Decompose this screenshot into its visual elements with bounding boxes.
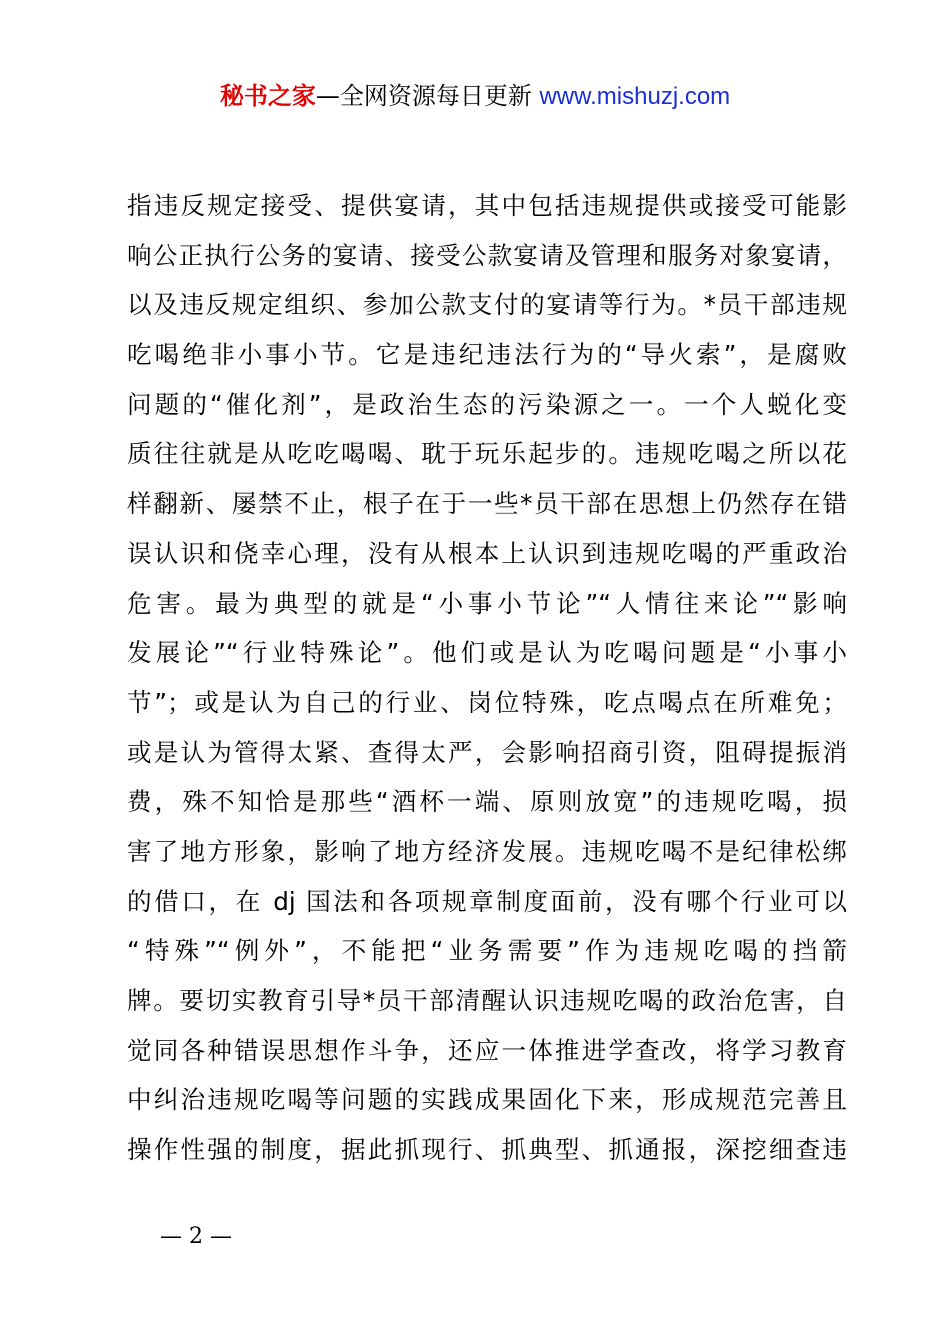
text-line-15: 的借口，在 dj 国法和各项规章制度面前，没有哪个行业可以	[127, 886, 847, 916]
text-line-9: 危害。最为典型的就是“小事小节论”“人情往来论”“影响	[127, 588, 847, 618]
header-slogan: —全网资源每日更新	[315, 82, 540, 110]
site-url-link[interactable]: www.mishuzj.com	[539, 83, 731, 110]
page-header	[0, 80, 950, 113]
text-line-6: 质往往就是从吃吃喝喝、耽于玩乐起步的。违规吃喝之所以花	[127, 439, 847, 469]
text-line-1: 指违反规定接受、提供宴请，其中包括违规提供或接受可能影	[127, 191, 847, 220]
document-body	[127, 181, 847, 1175]
text-line-2: 响公正执行公务的宴请、接受公款宴请及管理和服务对象宴请，	[127, 240, 847, 270]
page-number: — 2 —	[160, 1224, 232, 1249]
text-line-8: 误认识和侥幸心理，没有从根本上认识到违规吃喝的严重政治	[127, 538, 847, 568]
text-line-14: 害了地方形象，影响了地方经济发展。违规吃喝不是纪律松绑	[127, 836, 847, 866]
text-line-12: 或是认为管得太紧、查得太严，会影响招商引资，阻碍提振消	[127, 737, 847, 767]
text-line-7: 样翻新、屡禁不止，根子在于一些*员干部在思想上仍然存在错	[127, 489, 847, 519]
text-line-20: 操作性强的制度，据此抓现行、抓典型、抓通报，深挖细查违	[127, 1135, 847, 1165]
text-line-13: 费，殊不知恰是那些“酒杯一端、原则放宽”的违规吃喝，损	[127, 787, 847, 817]
text-line-4: 吃喝绝非小事小节。它是违纪违法行为的“导火索”，是腐败	[127, 340, 847, 370]
text-line-17: 牌。要切实教育引导*员干部清醒认识违规吃喝的政治危害，自	[127, 986, 847, 1015]
text-line-5: 问题的“催化剂”，是政治生态的污染源之一。一个人蜕化变	[127, 389, 847, 419]
text-line-16: “特殊”“例外”，不能把“业务需要”作为违规吃喝的挡箭	[127, 936, 847, 966]
text-line-3: 以及违反规定组织、参加公款支付的宴请等行为。*员干部违规	[127, 290, 847, 320]
text-line-10: 发展论”“行业特殊论”。他们或是认为吃喝问题是“小事小	[127, 638, 847, 668]
text-line-19: 中纠治违规吃喝等问题的实践成果固化下来，形成规范完善且	[127, 1085, 847, 1115]
text-line-11: 节”；或是认为自己的行业、岗位特殊，吃点喝点在所难免；	[127, 687, 847, 717]
brand-name: 秘书之家	[219, 82, 316, 110]
text-line-18: 觉同各种错误思想作斗争，还应一体推进学查改，将学习教育	[127, 1035, 847, 1065]
